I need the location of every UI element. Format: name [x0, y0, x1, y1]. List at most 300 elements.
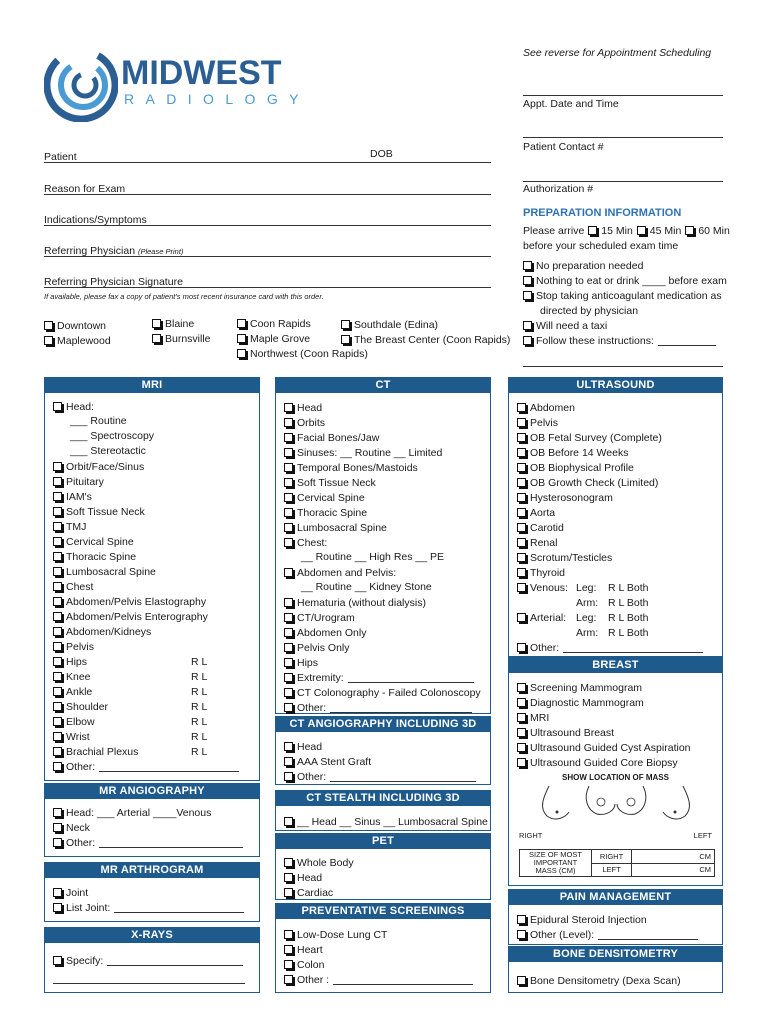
ct-item[interactable]: [284, 475, 490, 490]
arrive-opt-15: 15 Min: [601, 224, 633, 237]
checkbox-icon[interactable]: [53, 537, 62, 546]
mri-item[interactable]: [53, 474, 259, 489]
location-label: Southdale (Edina): [354, 318, 439, 331]
ct-item[interactable]: [284, 655, 490, 670]
prev-item[interactable]: [284, 942, 490, 957]
specify-blank-2[interactable]: [53, 974, 245, 984]
checkbox-icon[interactable]: [517, 418, 526, 427]
ct-item[interactable]: [284, 595, 490, 610]
instructions-blank[interactable]: [658, 336, 716, 346]
checkbox-icon[interactable]: [284, 703, 293, 712]
prep-line[interactable]: [523, 366, 723, 367]
checkbox-icon[interactable]: [53, 567, 62, 576]
cta-item[interactable]: [284, 739, 490, 754]
us-venous[interactable]: [517, 580, 722, 595]
xrays-list: [45, 943, 259, 983]
item-label: List Joint:: [66, 901, 111, 914]
checkbox-icon[interactable]: [284, 757, 293, 766]
appt-label: Appt. Date and Time: [523, 98, 619, 110]
pain-panel: [508, 889, 723, 945]
item-label: OB Fetal Survey (Complete): [530, 431, 662, 444]
checkbox-icon[interactable]: [637, 226, 646, 235]
other-blank[interactable]: [333, 975, 473, 985]
checkbox-icon[interactable]: [53, 717, 62, 726]
arrive-prefix: Please arrive: [523, 224, 585, 237]
item-label: Elbow: [66, 715, 95, 728]
item-label: Pelvis: [530, 416, 559, 429]
pet-item[interactable]: [284, 885, 490, 900]
checkbox-icon[interactable]: [53, 402, 62, 411]
rlb-options[interactable]: R L Both: [608, 581, 649, 594]
checkbox-icon[interactable]: [284, 523, 293, 532]
appt-line[interactable]: [523, 95, 723, 96]
ct-item[interactable]: [284, 445, 490, 460]
item-label: Other:: [530, 641, 560, 654]
mri-item[interactable]: [53, 459, 259, 474]
checkbox-icon[interactable]: [284, 975, 293, 984]
checkbox-icon[interactable]: [284, 873, 293, 882]
ct-item[interactable]: [284, 415, 490, 430]
mri-item[interactable]: [53, 519, 259, 534]
indications-line[interactable]: [44, 225, 491, 226]
ct-header: CT: [276, 378, 490, 393]
mr-angio-panel: [44, 783, 260, 857]
mr-arthro-item[interactable]: [53, 885, 259, 900]
item-label: Other:: [297, 701, 327, 714]
mri-rl-item[interactable]: [53, 699, 259, 714]
cta-other[interactable]: [284, 769, 490, 784]
checkbox-icon[interactable]: [523, 261, 532, 270]
item-label: Shoulder: [66, 700, 109, 713]
prep-item[interactable]: [523, 318, 743, 333]
location-label: Burnsville: [165, 332, 211, 345]
prev-other[interactable]: [284, 972, 490, 987]
checkbox-icon[interactable]: [523, 336, 532, 345]
checkbox-icon[interactable]: [53, 823, 62, 832]
item-label: __ Head __ Sinus __ Lumbosacral Spine: [297, 815, 488, 828]
ct-item[interactable]: [284, 640, 490, 655]
item-label: Soft Tissue Neck: [66, 505, 145, 518]
item-label: Venous:: [530, 581, 568, 594]
checkbox-icon[interactable]: [53, 642, 62, 651]
ct-item[interactable]: [284, 625, 490, 640]
checkbox-icon[interactable]: [517, 930, 526, 939]
checkbox-icon[interactable]: [53, 597, 62, 606]
prev-header: PREVENTATIVE SCREENINGS: [276, 904, 490, 919]
ct-item[interactable]: [284, 430, 490, 445]
mri-other[interactable]: [53, 759, 259, 774]
item-label: IAM's: [66, 490, 92, 503]
prev-item[interactable]: [284, 927, 490, 942]
xrays-extra-line[interactable]: [53, 968, 259, 983]
checkbox-icon[interactable]: [53, 507, 62, 516]
checkbox-icon[interactable]: [517, 433, 526, 442]
checkbox-icon[interactable]: [152, 334, 161, 343]
checkbox-icon[interactable]: [53, 612, 62, 621]
item-label: Orbit/Face/Sinus: [66, 460, 145, 473]
checkbox-icon[interactable]: [237, 334, 246, 343]
checkbox-icon[interactable]: [53, 838, 62, 847]
location-maplewood[interactable]: [44, 333, 111, 348]
checkbox-icon[interactable]: [53, 702, 62, 711]
mri-item[interactable]: [53, 609, 259, 624]
location-burnsville[interactable]: [152, 331, 211, 346]
breast-header: BREAST: [509, 658, 722, 673]
checkbox-icon[interactable]: [53, 657, 62, 666]
us-item[interactable]: [517, 520, 722, 535]
checkbox-icon[interactable]: [341, 320, 350, 329]
location-label: Coon Rapids: [250, 317, 311, 330]
item-label: Brachial Plexus: [66, 745, 139, 758]
extremity-blank[interactable]: [348, 673, 474, 683]
ct-item[interactable]: [284, 460, 490, 475]
other-blank[interactable]: [330, 772, 476, 782]
checkbox-icon[interactable]: [284, 478, 293, 487]
prep-item-label: No preparation needed: [536, 259, 644, 272]
location-downtown[interactable]: [44, 318, 111, 333]
checkbox-icon[interactable]: [53, 477, 62, 486]
checkbox-icon[interactable]: [517, 643, 526, 652]
rl-options[interactable]: R L: [191, 730, 208, 743]
ct-stealth-list: [276, 806, 490, 829]
us-item[interactable]: [517, 430, 722, 445]
checkbox-icon[interactable]: [284, 448, 293, 457]
mri-rl-item[interactable]: [53, 654, 259, 669]
mri-item[interactable]: [53, 534, 259, 549]
ct-item[interactable]: [284, 685, 490, 700]
mri-header: MRI: [45, 378, 259, 393]
ct-other[interactable]: [284, 700, 490, 715]
mri-list: [45, 393, 259, 774]
checkbox-icon[interactable]: [284, 742, 293, 751]
mr-angio-list: [45, 799, 259, 850]
checkbox-icon[interactable]: [284, 508, 293, 517]
ct-stealth-item[interactable]: [284, 814, 490, 829]
checkbox-icon[interactable]: [284, 960, 293, 969]
checkbox-icon[interactable]: [284, 568, 293, 577]
checkbox-icon[interactable]: [53, 762, 62, 771]
item-label: Thyroid: [530, 566, 566, 579]
auth-label: Authorization #: [523, 183, 594, 195]
checkbox-icon[interactable]: [517, 698, 526, 707]
other-blank[interactable]: [99, 762, 239, 772]
mr-angio-other[interactable]: [53, 835, 259, 850]
mri-head-spectroscopy[interactable]: ___ Spectroscopy: [70, 430, 155, 442]
item-label: Thoracic Spine: [297, 506, 368, 519]
us-item[interactable]: [517, 490, 722, 505]
checkbox-icon[interactable]: [53, 747, 62, 756]
mri-item[interactable]: [53, 594, 259, 609]
contact-line[interactable]: [523, 181, 723, 182]
leg-label: Leg:: [576, 581, 597, 594]
breast-item[interactable]: [517, 725, 722, 740]
checkbox-icon[interactable]: [517, 493, 526, 502]
breast-item[interactable]: [517, 695, 722, 710]
checkbox-icon[interactable]: [284, 418, 293, 427]
us-item[interactable]: [517, 445, 722, 460]
specify-blank[interactable]: [107, 956, 243, 966]
checkbox-icon[interactable]: [284, 858, 293, 867]
item-label: Thoracic Spine: [66, 550, 137, 563]
checkbox-icon[interactable]: [517, 583, 526, 592]
pet-item[interactable]: [284, 870, 490, 885]
checkbox-icon[interactable]: [284, 772, 293, 781]
checkbox-icon[interactable]: [53, 492, 62, 501]
xrays-specify[interactable]: [53, 953, 259, 968]
ct-item[interactable]: [284, 400, 490, 415]
checkbox-icon[interactable]: [284, 538, 293, 547]
level-blank[interactable]: [598, 930, 698, 940]
breast-item[interactable]: [517, 710, 722, 725]
ct-abd-options[interactable]: __ Routine __ Kidney Stone: [301, 581, 432, 593]
ref-phys-line[interactable]: [44, 256, 491, 257]
mri-head-routine[interactable]: ___ Routine: [70, 415, 127, 427]
checkbox-icon[interactable]: [284, 658, 293, 667]
prep-item[interactable]: [523, 333, 743, 348]
item-label: Head: [297, 871, 323, 884]
ct-extremity[interactable]: [284, 670, 490, 685]
cta-item[interactable]: [284, 754, 490, 769]
checkbox-icon[interactable]: [517, 713, 526, 722]
item-label: Other:: [66, 836, 96, 849]
item-label: Ultrasound Guided Core Biopsy: [530, 756, 678, 769]
pet-item[interactable]: [284, 855, 490, 870]
checkbox-icon[interactable]: [44, 321, 53, 330]
checkbox-icon[interactable]: [53, 522, 62, 531]
mri-head-stereotactic[interactable]: ___ Stereotactic: [70, 445, 146, 457]
bone-item[interactable]: [517, 973, 722, 988]
checkbox-icon[interactable]: [152, 319, 161, 328]
rl-options[interactable]: R L: [191, 670, 208, 683]
checkbox-icon[interactable]: [44, 336, 53, 345]
rl-options[interactable]: R L: [191, 700, 208, 713]
checkbox-icon[interactable]: [517, 613, 526, 622]
checkbox-icon[interactable]: [523, 276, 532, 285]
location-northwest[interactable]: [237, 346, 368, 361]
xrays-header: X-RAYS: [45, 928, 259, 943]
item-label: Abdomen Only: [297, 626, 367, 639]
ct-item[interactable]: [284, 610, 490, 625]
checkbox-icon[interactable]: [517, 976, 526, 985]
checkbox-icon[interactable]: [517, 538, 526, 547]
checkbox-icon[interactable]: [237, 349, 246, 358]
mr-angio-item[interactable]: [53, 820, 259, 835]
checkbox-icon[interactable]: [284, 598, 293, 607]
checkbox-icon[interactable]: [284, 463, 293, 472]
checkbox-icon[interactable]: [284, 643, 293, 652]
rl-options[interactable]: R L: [191, 745, 208, 758]
us-item[interactable]: [517, 400, 722, 415]
checkbox-icon[interactable]: [53, 808, 62, 817]
checkbox-icon[interactable]: [284, 930, 293, 939]
item-label: Knee: [66, 670, 91, 683]
breast-item[interactable]: [517, 755, 722, 770]
rlb-options[interactable]: R L Both: [608, 596, 649, 609]
checkbox-icon[interactable]: [237, 319, 246, 328]
item-label: Bone Densitometry (Dexa Scan): [530, 974, 681, 987]
checkbox-icon[interactable]: [517, 915, 526, 924]
checkbox-icon[interactable]: [284, 628, 293, 637]
checkbox-icon[interactable]: [517, 743, 526, 752]
mri-item[interactable]: [53, 549, 259, 564]
reason-line[interactable]: [44, 194, 491, 195]
item-label: MRI: [530, 711, 550, 724]
checkbox-icon[interactable]: [517, 403, 526, 412]
checkbox-icon[interactable]: [517, 758, 526, 767]
checkbox-icon[interactable]: [517, 448, 526, 457]
checkbox-icon[interactable]: [517, 508, 526, 517]
mri-rl-item[interactable]: [53, 714, 259, 729]
mri-item[interactable]: [53, 489, 259, 504]
indications-label: Indications/Symptoms: [44, 214, 147, 226]
checkbox-icon[interactable]: [53, 687, 62, 696]
rl-options[interactable]: R L: [191, 715, 208, 728]
logo-title: MIDWEST: [121, 54, 282, 92]
pain-other[interactable]: [517, 927, 722, 942]
checkbox-icon[interactable]: [517, 478, 526, 487]
prev-item[interactable]: [284, 957, 490, 972]
checkbox-icon[interactable]: [685, 226, 694, 235]
other-blank[interactable]: [330, 703, 472, 713]
mri-rl-item[interactable]: [53, 729, 259, 744]
rl-options[interactable]: R L: [191, 655, 208, 668]
item-label: Other :: [297, 973, 330, 986]
us-arterial[interactable]: [517, 610, 722, 625]
checkbox-icon[interactable]: [284, 688, 293, 697]
mri-item[interactable]: [53, 639, 259, 654]
checkbox-icon[interactable]: [53, 888, 62, 897]
checkbox-icon[interactable]: [53, 903, 62, 912]
us-item[interactable]: [517, 460, 722, 475]
ct-item[interactable]: [284, 535, 490, 550]
prep-item[interactable]: [523, 273, 743, 288]
item-label: TMJ: [66, 520, 87, 533]
checkbox-icon[interactable]: [53, 732, 62, 741]
checkbox-icon[interactable]: [53, 956, 62, 965]
arrive-opt-60: 60 Min: [698, 224, 730, 237]
breast-item[interactable]: [517, 680, 722, 695]
us-item[interactable]: [517, 535, 722, 550]
ct-chest-options[interactable]: __ Routine __ High Res __ PE: [301, 551, 445, 563]
other-blank[interactable]: [563, 643, 703, 653]
item-label: Other (Level):: [530, 928, 595, 941]
checkbox-icon[interactable]: [53, 672, 62, 681]
mri-item[interactable]: [53, 624, 259, 639]
breast-item[interactable]: [517, 740, 722, 755]
item-label: Cardiac: [297, 886, 334, 899]
mri-rl-item[interactable]: [53, 684, 259, 699]
cm-right[interactable]: CM: [632, 850, 715, 864]
checkbox-icon[interactable]: [588, 226, 597, 235]
mri-head[interactable]: [53, 399, 259, 414]
prep-item[interactable]: [523, 288, 743, 303]
checkbox-icon[interactable]: [517, 728, 526, 737]
item-label: Arterial:: [530, 611, 567, 624]
mr-angio-item[interactable]: [53, 805, 259, 820]
dob-label: DOB: [370, 148, 393, 160]
checkbox-icon[interactable]: [53, 552, 62, 561]
ct-item[interactable]: [284, 520, 490, 535]
right-label: RIGHT: [519, 831, 543, 840]
checkbox-icon[interactable]: [284, 613, 293, 622]
checkbox-icon[interactable]: [53, 582, 62, 591]
cta-list: [276, 732, 490, 784]
location-breast-center[interactable]: [341, 332, 510, 347]
xrays-panel: [44, 927, 260, 993]
joint-blank[interactable]: [114, 903, 244, 913]
patient-line[interactable]: [44, 162, 491, 163]
checkbox-icon[interactable]: [517, 683, 526, 692]
checkbox-icon[interactable]: [284, 817, 293, 826]
item-label: Lumbosacral Spine: [66, 565, 156, 578]
checkbox-icon[interactable]: [523, 291, 532, 300]
checkbox-icon[interactable]: [53, 462, 62, 471]
checkbox-icon[interactable]: [523, 321, 532, 330]
checkbox-icon[interactable]: [53, 627, 62, 636]
us-item[interactable]: [517, 475, 722, 490]
checkbox-icon[interactable]: [517, 568, 526, 577]
ref-sig-line[interactable]: [44, 287, 491, 288]
us-item[interactable]: [517, 550, 722, 565]
checkbox-icon[interactable]: [284, 403, 293, 412]
contact-label: Patient Contact #: [523, 141, 604, 153]
checkbox-icon[interactable]: [284, 673, 293, 682]
item-label: Pelvis Only: [297, 641, 350, 654]
item-label: CT/Urogram: [297, 611, 355, 624]
cm-left[interactable]: CM: [632, 863, 715, 877]
item-label: Aorta: [530, 506, 556, 519]
checkbox-icon[interactable]: [517, 463, 526, 472]
location-blaine[interactable]: [152, 316, 211, 331]
breast-diagram-icon[interactable]: [531, 784, 701, 830]
other-blank[interactable]: [99, 838, 243, 848]
checkbox-icon[interactable]: [341, 335, 350, 344]
rlb-options[interactable]: R L Both: [608, 611, 649, 624]
rl-options[interactable]: R L: [191, 685, 208, 698]
checkbox-icon[interactable]: [517, 523, 526, 532]
location-southdale[interactable]: [341, 317, 510, 332]
mri-item[interactable]: [53, 564, 259, 579]
item-label: Epidural Steroid Injection: [530, 913, 647, 926]
mri-rl-item[interactable]: [53, 669, 259, 684]
pain-item[interactable]: [517, 912, 722, 927]
mri-item[interactable]: [53, 504, 259, 519]
us-item[interactable]: [517, 505, 722, 520]
rlb-options[interactable]: R L Both: [608, 626, 649, 639]
mri-item[interactable]: [53, 579, 259, 594]
checkbox-icon[interactable]: [284, 433, 293, 442]
ct-item[interactable]: [284, 565, 490, 580]
us-item[interactable]: [517, 415, 722, 430]
item-label: Abdomen/Pelvis Enterography: [66, 610, 208, 623]
ct-item[interactable]: [284, 505, 490, 520]
size-label: SIZE OF MOST IMPORTANT MASS (CM): [520, 850, 592, 877]
prev-panel: [275, 903, 491, 993]
checkbox-icon[interactable]: [284, 945, 293, 954]
us-other[interactable]: [517, 640, 722, 655]
breast-panel: [508, 657, 723, 886]
ct-item[interactable]: [284, 490, 490, 505]
us-item[interactable]: [517, 565, 722, 580]
mri-rl-item[interactable]: [53, 744, 259, 759]
mr-arthro-item[interactable]: [53, 900, 259, 915]
us-arterial-arm: [517, 625, 722, 640]
checkbox-icon[interactable]: [517, 553, 526, 562]
ct-list: [276, 393, 490, 715]
checkbox-icon[interactable]: [284, 888, 293, 897]
checkbox-icon[interactable]: [284, 493, 293, 502]
prep-item[interactable]: [523, 258, 743, 273]
